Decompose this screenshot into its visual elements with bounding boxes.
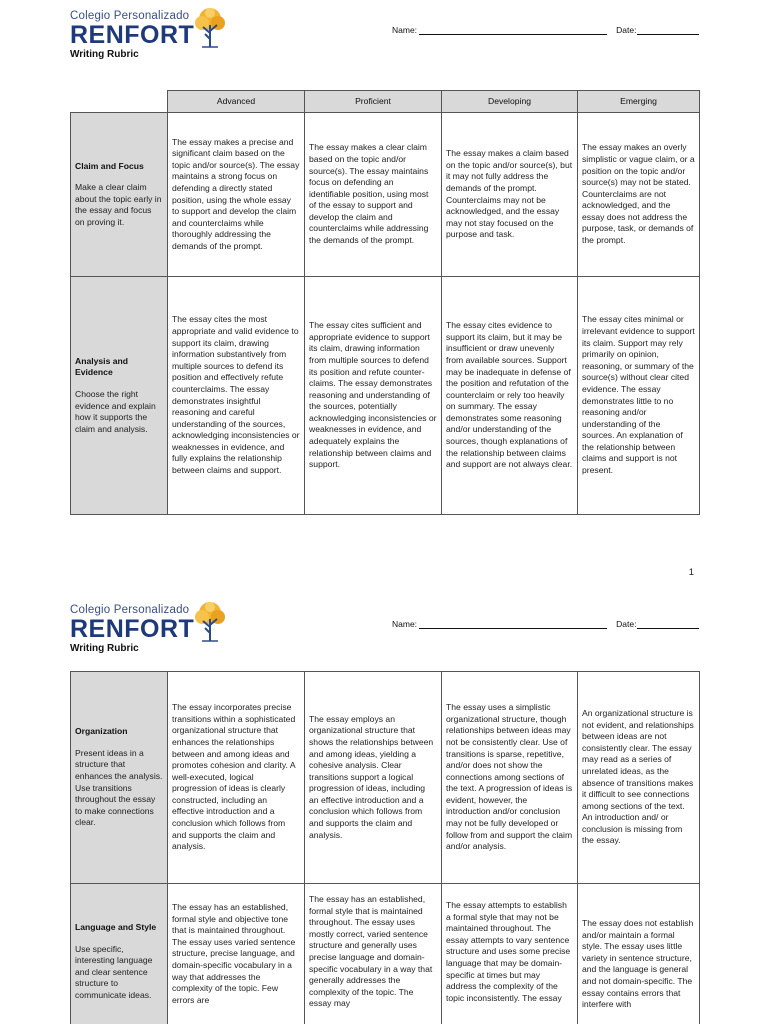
table-row	[71, 277, 700, 515]
logo-subtitle: Colegio Personalizado	[70, 604, 190, 616]
table-row	[71, 113, 700, 277]
rubric-table-1	[70, 90, 700, 515]
date-label: Date:	[616, 25, 637, 35]
logo-subtitle: Colegio Personalizado	[70, 10, 190, 22]
criterion-title: Analysis and Evidence	[75, 355, 129, 378]
criterion-description: Choose the right evidence and explain how it supports the claim and analysis.	[75, 388, 156, 434]
rubric-cell: The essay cites sufficient and appropriate evidence to support its claim, drawing information from multiple sources to defend its position and refute counter-claims. The essay demonstrates reasoning and understanding of the sources, potentially acknowledging inconsistencies or weaknesses in evidence, and adequately explains the relationship between claims and support.	[305, 277, 442, 515]
logo-name: RENFORT	[70, 21, 195, 49]
document-title: Writing Rubric	[70, 49, 139, 60]
rubric-cell: The essay cites the most appropriate and valid evidence to support its claim, drawing information substantively from multiple sources to defend its position and effectively refute counterclaims. The essay demonstrates insightful reasoning and careful understanding of the sources, acknowledging inconsistencies or weaknesses in evidence, and fully explains the relationship between claims and support.	[168, 277, 305, 515]
date-field[interactable]	[637, 26, 699, 35]
school-logo	[70, 604, 240, 648]
rubric-cell: The essay makes a claim based on the topic and/or source(s), but it may not fully address the demands of the prompt. Counterclaims may not be acknowledged, and the essay may not stay focused on the purpose and task.	[442, 113, 578, 277]
column-header-advanced: Advanced	[168, 91, 305, 113]
tree-logo-icon	[190, 7, 230, 49]
criterion-title: Language and Style	[75, 922, 157, 932]
rubric-cell: An organizational structure is not evident, and relationships between ideas are not consistently clear. The essay may read as a series of unrelated ideas, as the absence of transitions makes it difficult to see connections among sections of the text. An introduction and/ or conclusion is missing from the essay.	[578, 672, 700, 884]
rubric-cell: The essay cites evidence to support its claim, but it may be insufficient or draw unevenly from available sources. Support may be inadequate in defense of the position and refutation of the counterclaim or rely too heavily on summary. The essay demonstrates some reasoning and/or understanding of the sources, though explanations of the relationship between claims and support are not always clear.	[442, 277, 578, 515]
rubric-cell: The essay has an established, formal style and objective tone that is maintained throughout. The essay uses varied sentence structure, precise language, and domain-specific vocabulary in a way that addresses the complexity of the topic. Few errors are	[168, 884, 305, 1024]
criterion-title: Organization	[75, 726, 128, 737]
criterion-cell	[71, 113, 168, 277]
name-date-fields	[392, 619, 699, 629]
date-label: Date:	[616, 619, 637, 629]
name-date-fields	[392, 25, 699, 35]
rubric-cell: The essay makes a precise and significant claim based on the topic and/or source(s). The essay maintains a strong focus on defending a directly stated position, using the whole essay to support and develop the claim and counterclaims while thoroughly addressing the demands of the prompt.	[168, 113, 305, 277]
name-field[interactable]	[419, 620, 607, 629]
criterion-cell	[71, 277, 168, 515]
document-title: Writing Rubric	[70, 643, 139, 654]
criterion-description: Use specific, interesting language and clear sentence structure to communicate ideas.	[75, 943, 153, 1000]
rubric-cell: The essay attempts to establish a formal style that may not be maintained throughout. The essay attempts to vary sentence structure and uses some precise language that may be domain-specific at times but may address the complexity of the topic inconsistently. The essay	[442, 884, 578, 1024]
name-field[interactable]	[419, 26, 607, 35]
criterion-description: Present ideas in a structure that enhances the analysis. Use transitions throughout the essay to make connections clear.	[75, 747, 163, 828]
rubric-cell: The essay has an established, formal style that is maintained throughout. The essay uses mostly correct, varied sentence structure and generally uses precise language and domain-specific vocabulary in a way that generally addresses the complexity of the topic. The essay may	[305, 884, 442, 1024]
criterion-title: Claim and Focus	[75, 160, 144, 171]
rubric-cell: The essay does not establish and/or maintain a formal style. The essay uses little variety in sentence structure, and the language is general and not domain-specific. The essay contains errors that interfere with	[578, 884, 700, 1024]
rubric-cell: The essay cites minimal or irrelevant evidence to support its claim. Support may rely primarily on opinion, reasoning, or summary of the source(s) without clear cited evidence. The essay demonstrates little to no reasoning and/or understanding of the sources. An explanation of the relationship between claims and support is not present.	[578, 277, 700, 515]
tree-logo-icon	[190, 601, 230, 643]
logo-name: RENFORT	[70, 615, 195, 643]
rubric-cell: The essay incorporates precise transitions within a sophisticated organizational structure that enhances the relationships between and among ideas and promotes cohesion and clarity. A well-executed, logical progression of ideas is clearly constructed, including an effective introduction and a conclusion which follows from and supports the claim and analysis.	[168, 672, 305, 884]
table-row	[71, 672, 700, 884]
rubric-table-2	[70, 671, 700, 1024]
rubric-page-2	[0, 594, 768, 1024]
rubric-cell: The essay makes a clear claim based on the topic and/or source(s). The essay maintains focus on defending an identifiable position, using most of the essay to support and develop the claim and counterclaims while addressing the demands of the prompt.	[305, 113, 442, 277]
date-field[interactable]	[637, 620, 699, 629]
criterion-cell	[71, 884, 168, 1024]
table-row	[71, 884, 700, 1024]
rubric-cell: The essay uses a simplistic organizational structure, though relationships between ideas may not be consistently clear. Use of transitions is sparse, repetitive, and/or does not show the connections among sections of the text. A progression of ideas is evident, however, the introduction and/or conclusion may not be fully developed or follow from and support the claim and/or analysis.	[442, 672, 578, 884]
rubric-cell: The essay employs an organizational structure that shows the relationships between and among ideas, yielding a cohesive analysis. Clear transitions support a logical progression of ideas, including an effective introduction and a conclusion which follows from and supports the claim and analysis.	[305, 672, 442, 884]
column-header-developing: Developing	[442, 91, 578, 113]
criterion-description: Make a clear claim about the topic early in the essay and focus on proving it.	[75, 182, 162, 227]
column-header-proficient: Proficient	[305, 91, 442, 113]
blank-header-cell	[71, 91, 168, 113]
column-header-emerging: Emerging	[578, 91, 700, 113]
name-label: Name:	[392, 619, 418, 629]
criterion-cell	[71, 672, 168, 884]
name-label: Name:	[392, 25, 418, 35]
school-logo	[70, 10, 240, 54]
page-number: 1	[688, 567, 694, 578]
header-row	[71, 91, 700, 113]
rubric-cell: The essay makes an overly simplistic or vague claim, or a position on the topic and/or source(s) may not be stated. Counterclaims are not acknowledged, and the essay does not address the purpose, task, or demands of the prompt.	[578, 113, 700, 277]
